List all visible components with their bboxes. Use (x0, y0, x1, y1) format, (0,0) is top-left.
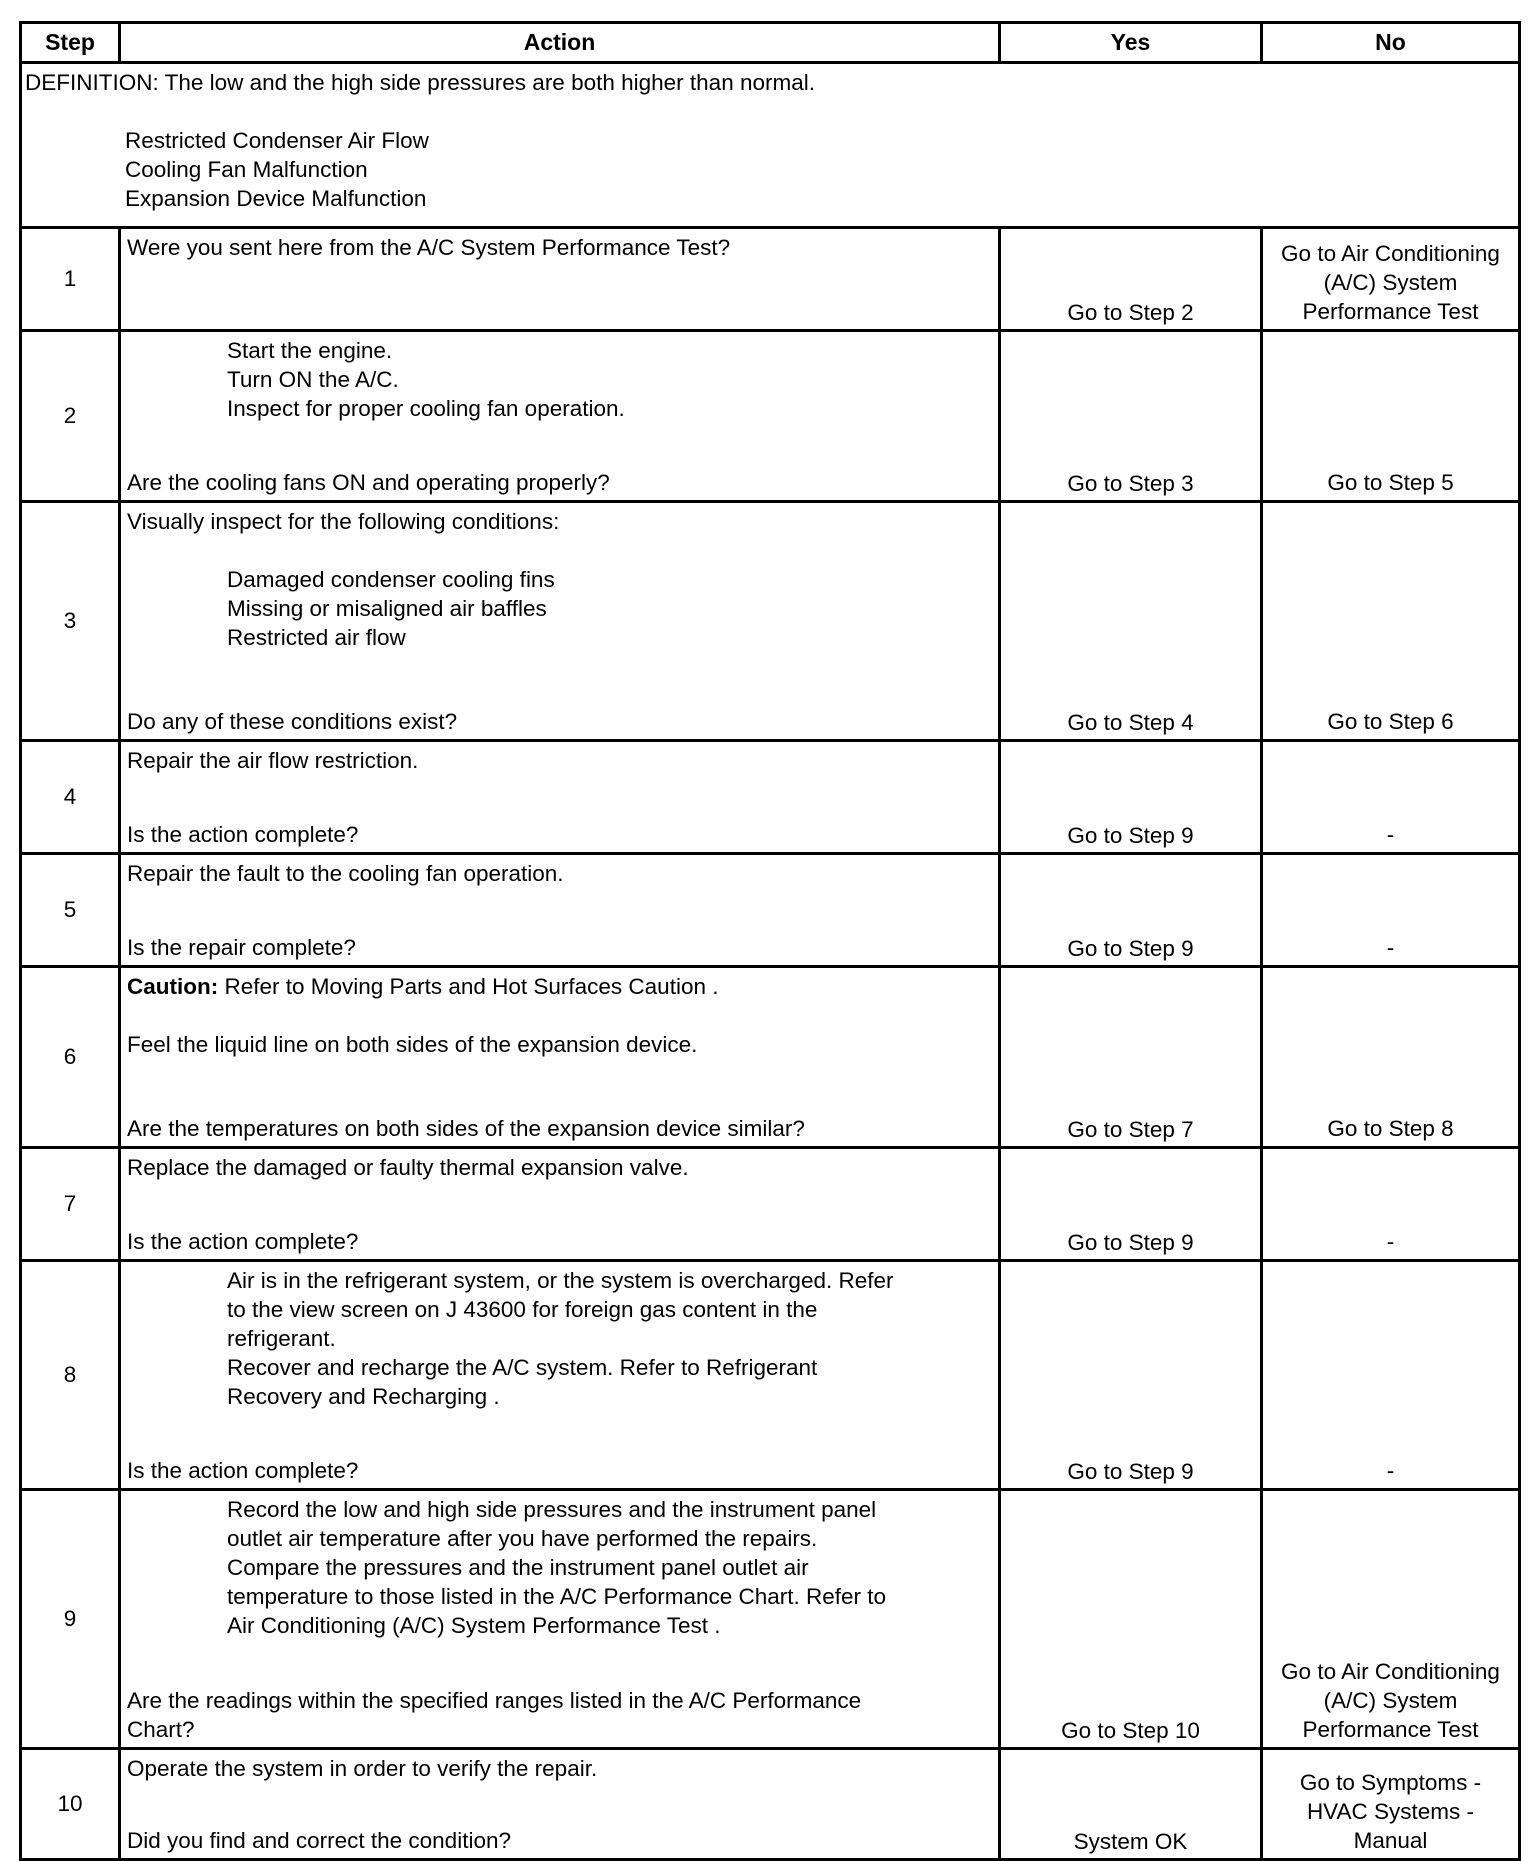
step-no (1262, 967, 1520, 1148)
step-number: 7 (21, 1148, 120, 1261)
step-number: 10 (21, 1749, 120, 1860)
step-number: 5 (21, 854, 120, 967)
step-no (1262, 1148, 1520, 1261)
step-question: Is the action complete? (127, 1458, 359, 1483)
step-no (1262, 1490, 1520, 1749)
step-line: to the view screen on J 43600 for foreign gas content in the (227, 1297, 818, 1322)
step-number: 3 (21, 502, 120, 741)
step-question: Did you find and correct the condition? (127, 1828, 511, 1853)
step-yes: System OK (1000, 1749, 1262, 1860)
step-yes: Go to Step 7 (1000, 967, 1262, 1148)
step-line: Start the engine. (227, 338, 393, 363)
step-action (120, 228, 1000, 331)
caution-line (127, 972, 992, 1001)
step-action (120, 1490, 1000, 1749)
step-yes: Go to Step 9 (1000, 741, 1262, 854)
step-yes: Go to Step 4 (1000, 502, 1262, 741)
step-line: Restricted air flow (227, 625, 406, 650)
step-action (120, 1148, 1000, 1261)
step-number: 8 (21, 1261, 120, 1490)
step-line: Inspect for proper cooling fan operation. (227, 396, 625, 421)
definition-row (21, 63, 1520, 228)
step-line: Air Conditioning (A/C) System Performance Test . (227, 1613, 721, 1638)
step-row (21, 228, 1520, 331)
step-line: refrigerant. (227, 1326, 336, 1351)
step-yes: Go to Step 9 (1000, 854, 1262, 967)
step-intro: Repair the fault to the cooling fan operation. (127, 861, 564, 886)
diagnostic-table (19, 21, 1521, 1861)
step-question: Is the action complete? (127, 1229, 359, 1254)
header-row (21, 23, 1520, 63)
step-no-text: Go to Air Conditioning (A/C) System Performance Test (1281, 1659, 1500, 1742)
step-intro: Operate the system in order to verify the repair. (127, 1756, 598, 1781)
step-line: Record the low and high side pressures and the instrument panel (227, 1497, 877, 1522)
step-no (1262, 228, 1520, 331)
step-no-text: Go to Step 6 (1327, 709, 1454, 734)
step-question: Are the cooling fans ON and operating properly? (127, 470, 610, 495)
step-no (1262, 1261, 1520, 1490)
step-row (21, 1148, 1520, 1261)
step-row (21, 1261, 1520, 1490)
step-intro: Visually inspect for the following conditions: (127, 509, 560, 534)
step-no-text: Go to Symptoms - HVAC Systems - Manual (1299, 1770, 1482, 1853)
caution-text: Refer to Moving Parts and Hot Surfaces Caution . (218, 974, 719, 999)
step-action (120, 741, 1000, 854)
step-no-text: - (1386, 1458, 1395, 1483)
step-number: 4 (21, 741, 120, 854)
step-row (21, 854, 1520, 967)
step-question: Were you sent here from the A/C System Performance Test? (127, 235, 731, 260)
step-action (120, 1749, 1000, 1860)
step-line: temperature to those listed in the A/C Performance Chart. Refer to (227, 1584, 887, 1609)
step-no-text: Go to Step 5 (1327, 470, 1454, 495)
step-line: Recovery and Recharging . (227, 1384, 500, 1409)
step-number: 9 (21, 1490, 120, 1749)
step-question: Is the repair complete? (127, 935, 356, 960)
step-line: Air is in the refrigerant system, or the system is overcharged. Refer (227, 1268, 894, 1293)
step-number: 1 (21, 228, 120, 331)
step-row (21, 502, 1520, 741)
step-line: Missing or misaligned air baffles (227, 596, 547, 621)
step-row (21, 967, 1520, 1148)
step-yes: Go to Step 10 (1000, 1490, 1262, 1749)
step-no-text: - (1386, 822, 1395, 847)
step-action (120, 854, 1000, 967)
step-question: Is the action complete? (127, 822, 359, 847)
step-question: Are the temperatures on both sides of the expansion device similar? (127, 1116, 805, 1141)
step-no-text: Go to Air Conditioning (A/C) System Performance Test (1281, 241, 1500, 324)
step-intro: Repair the air flow restriction. (127, 748, 419, 773)
step-question: Do any of these conditions exist? (127, 709, 458, 734)
step-number: 2 (21, 331, 120, 502)
definition-cause: Cooling Fan Malfunction (125, 157, 368, 182)
step-no (1262, 854, 1520, 967)
step-no (1262, 331, 1520, 502)
step-intro: Replace the damaged or faulty thermal expansion valve. (127, 1155, 689, 1180)
definition-cell (21, 63, 1520, 228)
step-question-line: Are the readings within the specified ranges listed in the A/C Performance (127, 1688, 862, 1713)
step-no (1262, 502, 1520, 741)
step-yes: Go to Step 9 (1000, 1148, 1262, 1261)
step-action (120, 502, 1000, 741)
step-action (120, 331, 1000, 502)
step-no-text: - (1386, 1229, 1395, 1254)
step-yes: Go to Step 3 (1000, 331, 1262, 502)
step-question-line: Chart? (127, 1717, 195, 1742)
definition-cause: Restricted Condenser Air Flow (125, 128, 429, 153)
step-no-text: - (1386, 935, 1395, 960)
step-no (1262, 741, 1520, 854)
header-no: No (1262, 23, 1520, 63)
definition-text: DEFINITION: The low and the high side pressures are both higher than normal. (25, 70, 815, 95)
step-no (1262, 1749, 1520, 1860)
header-step: Step (21, 23, 120, 63)
step-yes: Go to Step 2 (1000, 228, 1262, 331)
step-number: 6 (21, 967, 120, 1148)
step-line: Recover and recharge the A/C system. Refer to Refrigerant (227, 1355, 818, 1380)
step-action (120, 967, 1000, 1148)
step-intro: Feel the liquid line on both sides of the expansion device. (127, 1032, 698, 1057)
header-action: Action (120, 23, 1000, 63)
step-row (21, 1749, 1520, 1860)
step-action (120, 1261, 1000, 1490)
step-yes: Go to Step 9 (1000, 1261, 1262, 1490)
step-line: Compare the pressures and the instrument panel outlet air (227, 1555, 809, 1580)
step-row (21, 1490, 1520, 1749)
header-yes: Yes (1000, 23, 1262, 63)
step-line: Damaged condenser cooling fins (227, 567, 555, 592)
step-no-text: Go to Step 8 (1327, 1116, 1454, 1141)
definition-cause: Expansion Device Malfunction (125, 186, 427, 211)
step-row (21, 331, 1520, 502)
step-question (127, 1686, 992, 1744)
caution-label: Caution: (127, 974, 219, 999)
step-line: Turn ON the A/C. (227, 367, 399, 392)
step-line: outlet air temperature after you have performed the repairs. (227, 1526, 818, 1551)
step-row (21, 741, 1520, 854)
